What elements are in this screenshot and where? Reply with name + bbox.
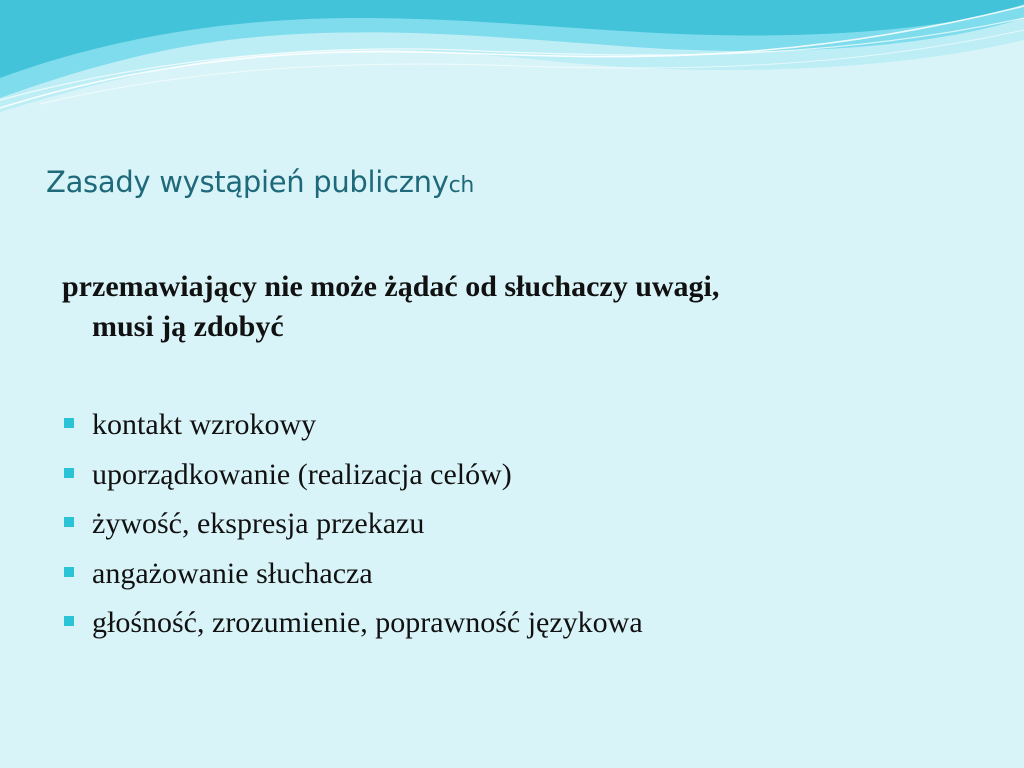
- list-item-text: głośność, zrozumienie, poprawność językowa: [92, 606, 643, 639]
- square-bullet-icon: [64, 567, 74, 577]
- bullet-list: [62, 403, 643, 651]
- square-bullet-icon: [64, 517, 74, 527]
- square-bullet-icon: [64, 468, 74, 478]
- list-item: [62, 453, 643, 503]
- list-item: [62, 552, 643, 602]
- square-bullet-icon: [64, 418, 74, 428]
- list-item-text: angażowanie słuchacza: [92, 556, 373, 590]
- slide-title: [46, 165, 474, 199]
- square-bullet-icon: [64, 616, 74, 626]
- decorative-wave: [0, 0, 1024, 130]
- lead-line-1: przemawiający nie może żądać od słuchaczy uwagi,: [62, 270, 720, 303]
- list-item-text: uporządkowanie (realizacja celów): [92, 457, 512, 491]
- lead-statement: [62, 267, 942, 347]
- list-item: [62, 601, 643, 651]
- list-item-text: kontakt wzrokowy: [92, 408, 317, 441]
- list-item: [62, 403, 643, 453]
- list-item-text: żywość, ekspresja przekazu: [92, 507, 425, 540]
- slide-title-tail: ch: [448, 173, 475, 198]
- lead-line-2: musi ją zdobyć: [92, 310, 284, 343]
- list-item: [62, 502, 643, 552]
- slide-title-main: Zasady wystąpień publiczny: [46, 165, 449, 199]
